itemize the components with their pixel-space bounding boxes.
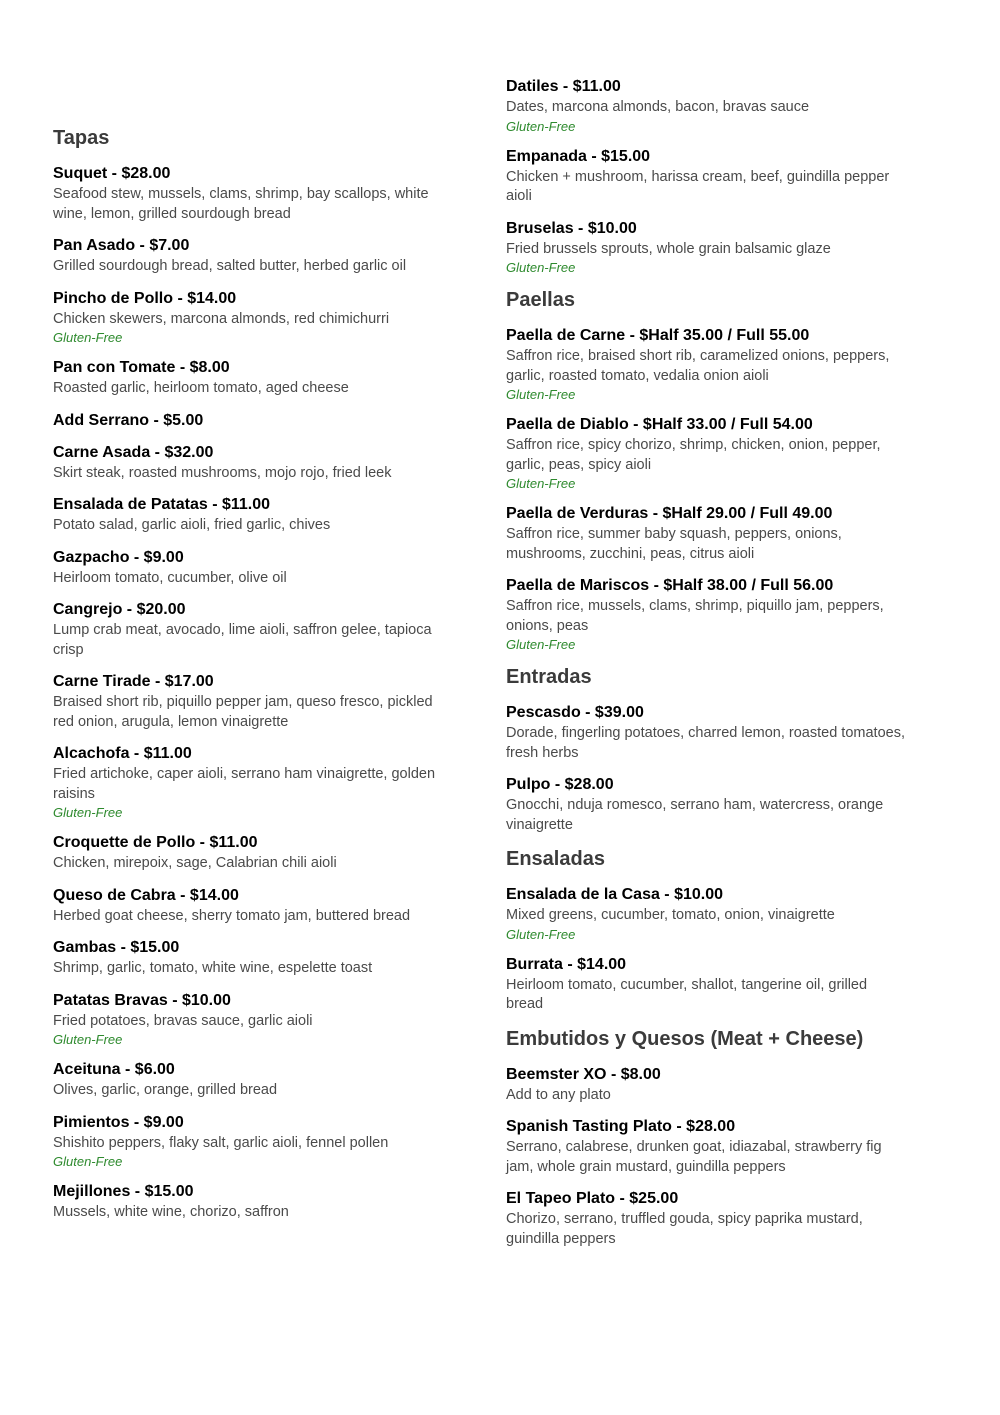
menu-item-description: Fried brussels sprouts, whole grain balsamic glaze xyxy=(506,240,831,257)
menu-item-description: Chorizo, serrano, truffled gouda, spicy paprika mustard, guindilla peppers xyxy=(506,1211,863,1247)
menu-item xyxy=(53,495,453,536)
gluten-free-tag: Gluten-Free xyxy=(506,637,576,652)
menu-item-name-price: Suquet - $28.00 xyxy=(53,165,171,182)
gluten-free-tag: Gluten-Free xyxy=(506,476,576,491)
menu-item xyxy=(53,443,453,484)
menu-left-column xyxy=(53,0,453,1235)
menu-item-name-price: Carne Tirade - $17.00 xyxy=(53,673,214,690)
menu-item-description: Dates, marcona almonds, bacon, bravas sauce xyxy=(506,99,810,115)
menu-section-continued xyxy=(506,77,906,276)
menu-item-description: Fried potatoes, bravas sauce, garlic aioli xyxy=(53,1012,313,1029)
menu-item-description: Mussels, white wine, chorizo, saffron xyxy=(53,1204,289,1220)
menu-item-name-price: Gambas - $15.00 xyxy=(53,939,180,956)
menu-item xyxy=(506,885,906,943)
menu-item-description: Lump crab meat, avocado, lime aioli, saffron gelee, tapioca crisp xyxy=(53,622,432,658)
menu-item-name-price: Empanada - $15.00 xyxy=(506,147,651,165)
menu-item xyxy=(506,703,906,763)
menu-item-name-price: Carne Asada - $32.00 xyxy=(53,443,214,461)
menu-item-name-price: Aceituna - $6.00 xyxy=(53,1061,175,1078)
menu-item xyxy=(53,1182,453,1223)
menu-item-name-price: Queso de Cabra - $14.00 xyxy=(53,886,239,904)
section-heading: Paellas xyxy=(506,289,575,311)
menu-item xyxy=(53,411,453,431)
menu-item xyxy=(53,289,453,347)
menu-item-description: Gnocchi, nduja romesco, serrano ham, watercress, orange vinaigrette xyxy=(506,797,884,833)
menu-item-name-price: Spanish Tasting Plato - $28.00 xyxy=(506,1118,736,1135)
menu-item-name-price: Pincho de Pollo - $14.00 xyxy=(53,289,237,307)
menu-item xyxy=(53,1113,453,1171)
menu-item xyxy=(506,504,906,564)
menu-item-name-price: Paella de Verduras - $Half 29.00 / Full 49.00 xyxy=(506,505,833,522)
menu-section-entradas xyxy=(506,665,906,835)
section-heading: Tapas xyxy=(53,127,110,149)
gluten-free-tag: Gluten-Free xyxy=(53,805,123,820)
menu-item-description: Potato salad, garlic aioli, fried garlic, chives xyxy=(53,517,331,533)
menu-item-name-price: Datiles - $11.00 xyxy=(506,78,621,95)
menu-item xyxy=(506,775,906,835)
menu-item-name-price: Pulpo - $28.00 xyxy=(506,776,614,793)
menu-item xyxy=(53,672,453,732)
menu-item-name-price: Pan con Tomate - $8.00 xyxy=(53,359,230,376)
menu-item xyxy=(53,1060,453,1101)
menu-item-description: Heirloom tomato, cucumber, shallot, tangerine oil, grilled bread xyxy=(506,976,868,1012)
section-heading: Embutidos y Quesos (Meat + Cheese) xyxy=(506,1027,864,1050)
gluten-free-tag: Gluten-Free xyxy=(53,1154,123,1169)
menu-item-name-price: Patatas Bravas - $10.00 xyxy=(53,991,231,1009)
menu-item-description: Grilled sourdough bread, salted butter, herbed garlic oil xyxy=(53,258,407,274)
menu-item-name-price: Gazpacho - $9.00 xyxy=(53,548,184,566)
gluten-free-tag: Gluten-Free xyxy=(506,118,576,134)
menu-item-name-price: Add Serrano - $5.00 xyxy=(53,411,204,429)
menu-item xyxy=(506,1117,906,1177)
menu-item-description: Saffron rice, mussels, clams, shrimp, piquillo jam, peppers, onions, peas xyxy=(506,598,884,634)
menu-item xyxy=(53,744,453,821)
menu-item xyxy=(53,358,453,399)
menu-section-ensaladas xyxy=(506,847,906,1015)
menu-item-name-price: Cangrejo - $20.00 xyxy=(53,601,186,618)
gluten-free-tag: Gluten-Free xyxy=(53,1032,123,1047)
menu-right-column xyxy=(506,0,906,1261)
menu-item-name-price: Beemster XO - $8.00 xyxy=(506,1065,661,1083)
section-heading: Ensaladas xyxy=(506,848,605,870)
menu-item xyxy=(53,164,453,224)
menu-item-description: Shishito peppers, flaky salt, garlic aioli, fennel pollen xyxy=(53,1134,389,1151)
menu-item-name-price: Pimientos - $9.00 xyxy=(53,1113,184,1131)
menu-item xyxy=(53,991,453,1049)
menu-item-name-price: Paella de Diablo - $Half 33.00 / Full 54.00 xyxy=(506,416,813,433)
menu-item-description: Saffron rice, summer baby squash, peppers, onions, mushrooms, zucchini, peas, citrus aioli xyxy=(506,526,842,562)
menu-item-description: Chicken skewers, marcona almonds, red chimichurri xyxy=(53,310,390,327)
menu-item-name-price: Ensalada de la Casa - $10.00 xyxy=(506,886,724,903)
menu-item-description: Serrano, calabrese, drunken goat, idiazabal, strawberry fig jam, whole grain mustard, guindilla peppers xyxy=(506,1139,882,1175)
section-heading: Entradas xyxy=(506,666,592,688)
menu-item-name-price: Paella de Mariscos - $Half 38.00 / Full 56.00 xyxy=(506,577,834,594)
menu-item-description: Heirloom tomato, cucumber, olive oil xyxy=(53,569,287,586)
menu-section-embutidos-y-quesos-meat-cheese xyxy=(506,1027,906,1250)
menu-item xyxy=(53,938,453,979)
menu-item-description: Olives, garlic, orange, grilled bread xyxy=(53,1082,278,1098)
menu-item-description: Skirt steak, roasted mushrooms, mojo rojo, fried leek xyxy=(53,464,392,481)
gluten-free-tag: Gluten-Free xyxy=(506,387,576,402)
menu-item xyxy=(53,548,453,589)
menu-item xyxy=(506,1189,906,1249)
menu-item xyxy=(506,147,906,207)
menu-item xyxy=(53,833,453,874)
menu-item-description: Saffron rice, braised short rib, caramelized onions, peppers, garlic, roasted tomato, vedalia onion aioli xyxy=(506,348,890,384)
menu-item-description: Mixed greens, cucumber, tomato, onion, vinaigrette xyxy=(506,907,835,923)
menu-item-name-price: Pan Asado - $7.00 xyxy=(53,237,190,254)
menu-item-description: Chicken, mirepoix, sage, Calabrian chili aioli xyxy=(53,855,337,871)
menu-item xyxy=(53,886,453,927)
menu-item-description: Seafood stew, mussels, clams, shrimp, bay scallops, white wine, lemon, grilled sourdough bread xyxy=(53,186,429,222)
menu-item-name-price: Croquette de Pollo - $11.00 xyxy=(53,834,258,851)
menu-item xyxy=(506,576,906,653)
menu-item-name-price: Burrata - $14.00 xyxy=(506,955,627,973)
menu-item-description: Herbed goat cheese, sherry tomato jam, buttered bread xyxy=(53,907,411,924)
menu-item-description: Chicken + mushroom, harissa cream, beef, guindilla pepper aioli xyxy=(506,168,890,204)
menu-section-tapas xyxy=(53,126,453,1223)
menu-section-paellas xyxy=(506,288,906,653)
menu-item xyxy=(53,600,453,660)
menu-item xyxy=(506,1065,906,1106)
menu-item-name-price: Bruselas - $10.00 xyxy=(506,219,637,237)
menu-item-description: Roasted garlic, heirloom tomato, aged cheese xyxy=(53,380,349,396)
menu-item xyxy=(506,77,906,135)
menu-item-name-price: Ensalada de Patatas - $11.00 xyxy=(53,496,271,513)
menu-item xyxy=(506,415,906,492)
menu-item-description: Dorade, fingerling potatoes, charred lemon, roasted tomatoes, fresh herbs xyxy=(506,725,905,761)
gluten-free-tag: Gluten-Free xyxy=(506,926,576,942)
menu-item-name-price: Mejillones - $15.00 xyxy=(53,1183,194,1200)
gluten-free-tag: Gluten-Free xyxy=(506,260,576,275)
gluten-free-tag: Gluten-Free xyxy=(53,330,123,345)
menu-item-name-price: El Tapeo Plato - $25.00 xyxy=(506,1190,679,1207)
menu-item-description: Shrimp, garlic, tomato, white wine, espelette toast xyxy=(53,960,373,976)
menu-item-name-price: Alcachofa - $11.00 xyxy=(53,745,192,762)
menu-item-name-price: Pescasdo - $39.00 xyxy=(506,704,644,721)
menu-item-description: Fried artichoke, caper aioli, serrano ham vinaigrette, golden raisins xyxy=(53,766,436,802)
menu-item xyxy=(53,236,453,277)
menu-item xyxy=(506,326,906,403)
menu-item xyxy=(506,955,906,1015)
menu-item-description: Add to any plato xyxy=(506,1086,611,1103)
menu-item-description: Braised short rib, piquillo pepper jam, queso fresco, pickled red onion, arugula, lemon vinaigrette xyxy=(53,694,433,730)
menu-item-name-price: Paella de Carne - $Half 35.00 / Full 55.00 xyxy=(506,327,810,344)
menu-item xyxy=(506,219,906,277)
menu-item-description: Saffron rice, spicy chorizo, shrimp, chicken, onion, pepper, garlic, peas, spicy aioli xyxy=(506,437,881,473)
